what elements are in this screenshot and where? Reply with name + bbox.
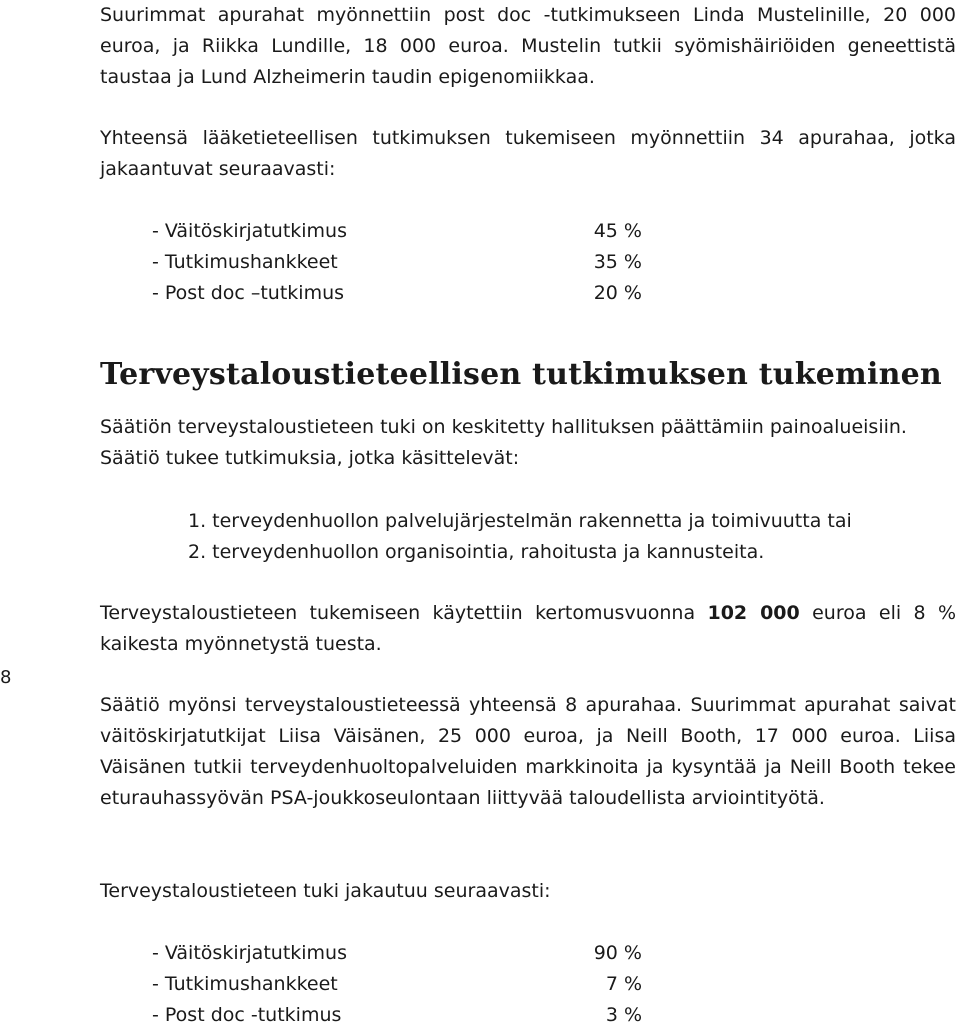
paragraph-medical-grants-total: Yhteensä lääketieteellisen tutkimuksen tukemiseen myönnettiin 34 apurahaa, jotka jakaantuvat seuraavasti:: [100, 127, 956, 180]
amount-text-before: Terveystaloustieteen tukemiseen käytettiin kertomusvuonna: [100, 602, 708, 624]
list-item: 1. terveydenhuollon palvelujärjestelmän rakennetta ja toimivuutta tai: [188, 510, 852, 532]
paragraph-health-econ-distribution-intro: Terveystaloustieteen tuki jakautuu seuraavasti:: [100, 880, 551, 902]
section-heading: Terveystaloustieteellisen tutkimuksen tukeminen: [100, 357, 942, 392]
distribution-label: - Tutkimushankkeet: [152, 973, 338, 995]
distribution-percent: 3 %: [605, 1004, 642, 1026]
paragraph-focus-areas: Säätiön terveystaloustieteen tuki on keskitetty hallituksen päättämiin painoalueisiin. Säätiö tukee tutkimuksia, jotka käsittelevät:: [100, 416, 907, 469]
page-number: 8: [0, 667, 12, 688]
list-item: [152, 938, 642, 969]
distribution-label: - Post doc -tutkimus: [152, 1004, 342, 1026]
paragraph-top-grants: Suurimmat apurahat myönnettiin post doc -tutkimukseen Linda Mustelinille, 20 000 euroa, ja Riikka Lundille, 18 000 euroa. Mustelin tutkii syömishäiriöiden geneettistä taustaa ja Lund Alzheimerin taudin epigenomiikkaa.: [100, 4, 956, 88]
distribution-percent: 90 %: [593, 942, 642, 964]
list-item: 2. terveydenhuollon organisointia, rahoitusta ja kannusteita.: [188, 541, 765, 563]
paragraph-health-econ-grants: Säätiö myönsi terveystaloustieteessä yhteensä 8 apurahaa. Suurimmat apurahat saivat väitöskirjatutkijat Liisa Väisänen, 25 000 euroa, ja Neill Booth, 17 000 euroa. Liisa Väisänen tutkii terveydenhuoltopalveluiden markkinoita ja kysyntää ja Neill Booth tekee eturauhassyövän PSA-joukkoseulontaan liittyvää taloudellista arviointityötä.: [100, 694, 956, 809]
paragraph-health-econ-amount: [100, 598, 956, 660]
numbered-list: [188, 506, 852, 568]
distribution-label: - Väitöskirjatutkimus: [152, 942, 348, 964]
list-item: [152, 1000, 642, 1031]
distribution-percent: 35 %: [593, 251, 642, 273]
amount-value: 102 000: [707, 602, 800, 624]
distribution-percent: 7 %: [605, 973, 642, 995]
distribution-label: - Tutkimushankkeet: [152, 251, 338, 273]
distribution-label: - Väitöskirjatutkimus: [152, 220, 348, 242]
distribution-percent: 20 %: [593, 282, 642, 304]
distribution-percent: 45 %: [593, 220, 642, 242]
distribution-label: - Post doc –tutkimus: [152, 282, 345, 304]
medical-distribution-list: [152, 216, 642, 309]
health-econ-distribution-list: [152, 938, 642, 1031]
list-item: [152, 216, 642, 247]
list-item: [152, 278, 642, 309]
amount-text-after: euroa eli 8 % kaikesta myönnetystä tuesta.: [100, 602, 957, 655]
list-item: [152, 247, 642, 278]
list-item: [152, 969, 642, 1000]
